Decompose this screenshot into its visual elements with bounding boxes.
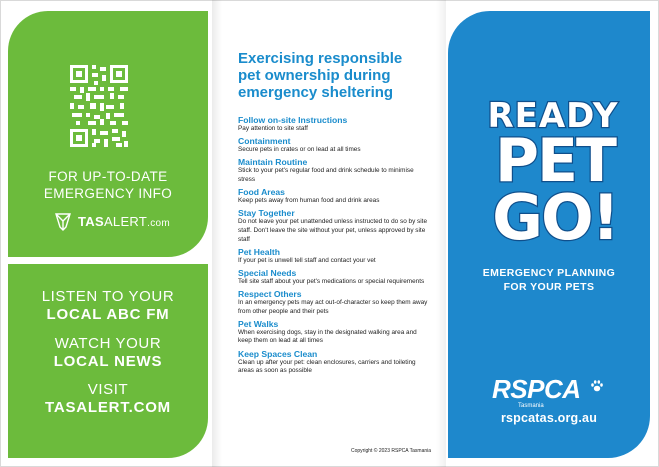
tip-body: If your pet is unwell tell staff and contact your vet xyxy=(238,256,376,264)
cover-panel xyxy=(448,11,650,458)
logo-pet: PET xyxy=(495,126,615,196)
emergency-info-text xyxy=(8,168,208,202)
emergency-line-1: FOR UP-TO-DATE xyxy=(48,169,168,184)
watch-block xyxy=(8,335,208,371)
tip-title: Respect Others xyxy=(238,289,302,300)
title-line-2: pet ownership during xyxy=(238,67,391,84)
tagline-line-2: FOR YOUR PETS xyxy=(503,281,595,293)
visit-block xyxy=(8,381,208,417)
tips-list xyxy=(238,115,428,378)
tasalert-mark-icon xyxy=(52,210,74,232)
tip-item xyxy=(238,289,428,316)
watch-line-2: LOCAL NEWS xyxy=(53,353,163,370)
tip-title: Maintain Routine xyxy=(238,157,308,168)
tip-body: Stick to your pet's regular food and drink schedule to minimise stress xyxy=(238,167,414,183)
rspca-logo xyxy=(492,376,581,409)
tip-body: Pay attention to site staff xyxy=(238,125,308,132)
logo-ready: READY xyxy=(487,96,619,136)
tasalert-wordmark: TASALERT.com xyxy=(78,213,170,229)
tip-item xyxy=(238,247,428,266)
tip-body: Secure pets in crates or on lead at all times xyxy=(238,146,361,154)
title-line-1: Exercising responsible xyxy=(238,50,403,67)
tip-title: Stay Together xyxy=(238,208,295,219)
website-url: rspcatas.org.au xyxy=(500,411,598,425)
tip-item xyxy=(238,268,428,287)
tip-title: Follow on-site Instructions xyxy=(238,115,348,125)
tip-body: Tell site staff about your pet's medications or special requirements xyxy=(238,277,425,285)
tip-title: Keep Spaces Clean xyxy=(238,348,318,359)
emergency-line-2: EMERGENCY INFO xyxy=(43,186,173,201)
middle-panel-title xyxy=(238,50,428,101)
listen-block xyxy=(8,288,208,324)
logo-go: GO! xyxy=(492,181,618,249)
tip-item xyxy=(238,115,428,134)
rspca-name: RSPCA xyxy=(492,374,581,404)
tip-body: Clean up after your pet: clean enclosures, carriers and toileting areas as soon as possible xyxy=(238,358,416,375)
listen-line-1: LISTEN TO YOUR xyxy=(41,288,175,305)
tip-item xyxy=(238,157,428,184)
visit-line-2: TASALERT.COM xyxy=(45,399,171,416)
ready-pet-go-logo xyxy=(473,89,633,249)
tip-item xyxy=(238,187,428,206)
qr-code-icon xyxy=(70,65,128,147)
tip-body: When exercising dogs, stay in the designated walking area and keep them on lead at all times xyxy=(238,328,417,345)
tip-title: Containment xyxy=(238,136,291,147)
tip-body: Keep pets away from human food and drink areas xyxy=(238,197,380,205)
media-info-panel xyxy=(8,264,208,458)
tip-body: In an emergency pets may act out-of-character so keep them away from other people and their pets xyxy=(238,299,428,315)
listen-line-2: LOCAL ABC FM xyxy=(46,306,170,323)
tasalert-logo xyxy=(52,210,170,232)
tip-item xyxy=(238,319,428,346)
tagline xyxy=(448,266,650,294)
tip-title: Special Needs xyxy=(238,267,297,278)
tip-title: Food Areas xyxy=(238,187,285,198)
fold-shadow-right xyxy=(436,0,446,467)
copyright-notice: Copyright © 2023 RSPCA Tasmania xyxy=(351,448,432,454)
fold-shadow-left xyxy=(212,0,222,467)
tip-title: Pet Walks xyxy=(238,318,279,329)
rspca-region: Tasmania xyxy=(518,403,544,409)
emergency-info-panel xyxy=(8,11,208,257)
title-line-3: emergency sheltering xyxy=(238,84,394,101)
watch-line-1: WATCH YOUR xyxy=(54,335,162,352)
visit-line-1: VISIT xyxy=(87,381,129,398)
tip-title: Pet Health xyxy=(238,246,281,257)
tip-body: Do not leave your pet unattended unless instructed to do so by site staff. Don't leave the site without your pet, unless approved by site staff xyxy=(238,218,427,243)
tagline-line-1: EMERGENCY PLANNING xyxy=(482,267,616,279)
paw-print-icon xyxy=(590,379,604,393)
tip-item xyxy=(238,136,428,155)
tip-item xyxy=(238,349,428,376)
tip-item xyxy=(238,208,428,244)
